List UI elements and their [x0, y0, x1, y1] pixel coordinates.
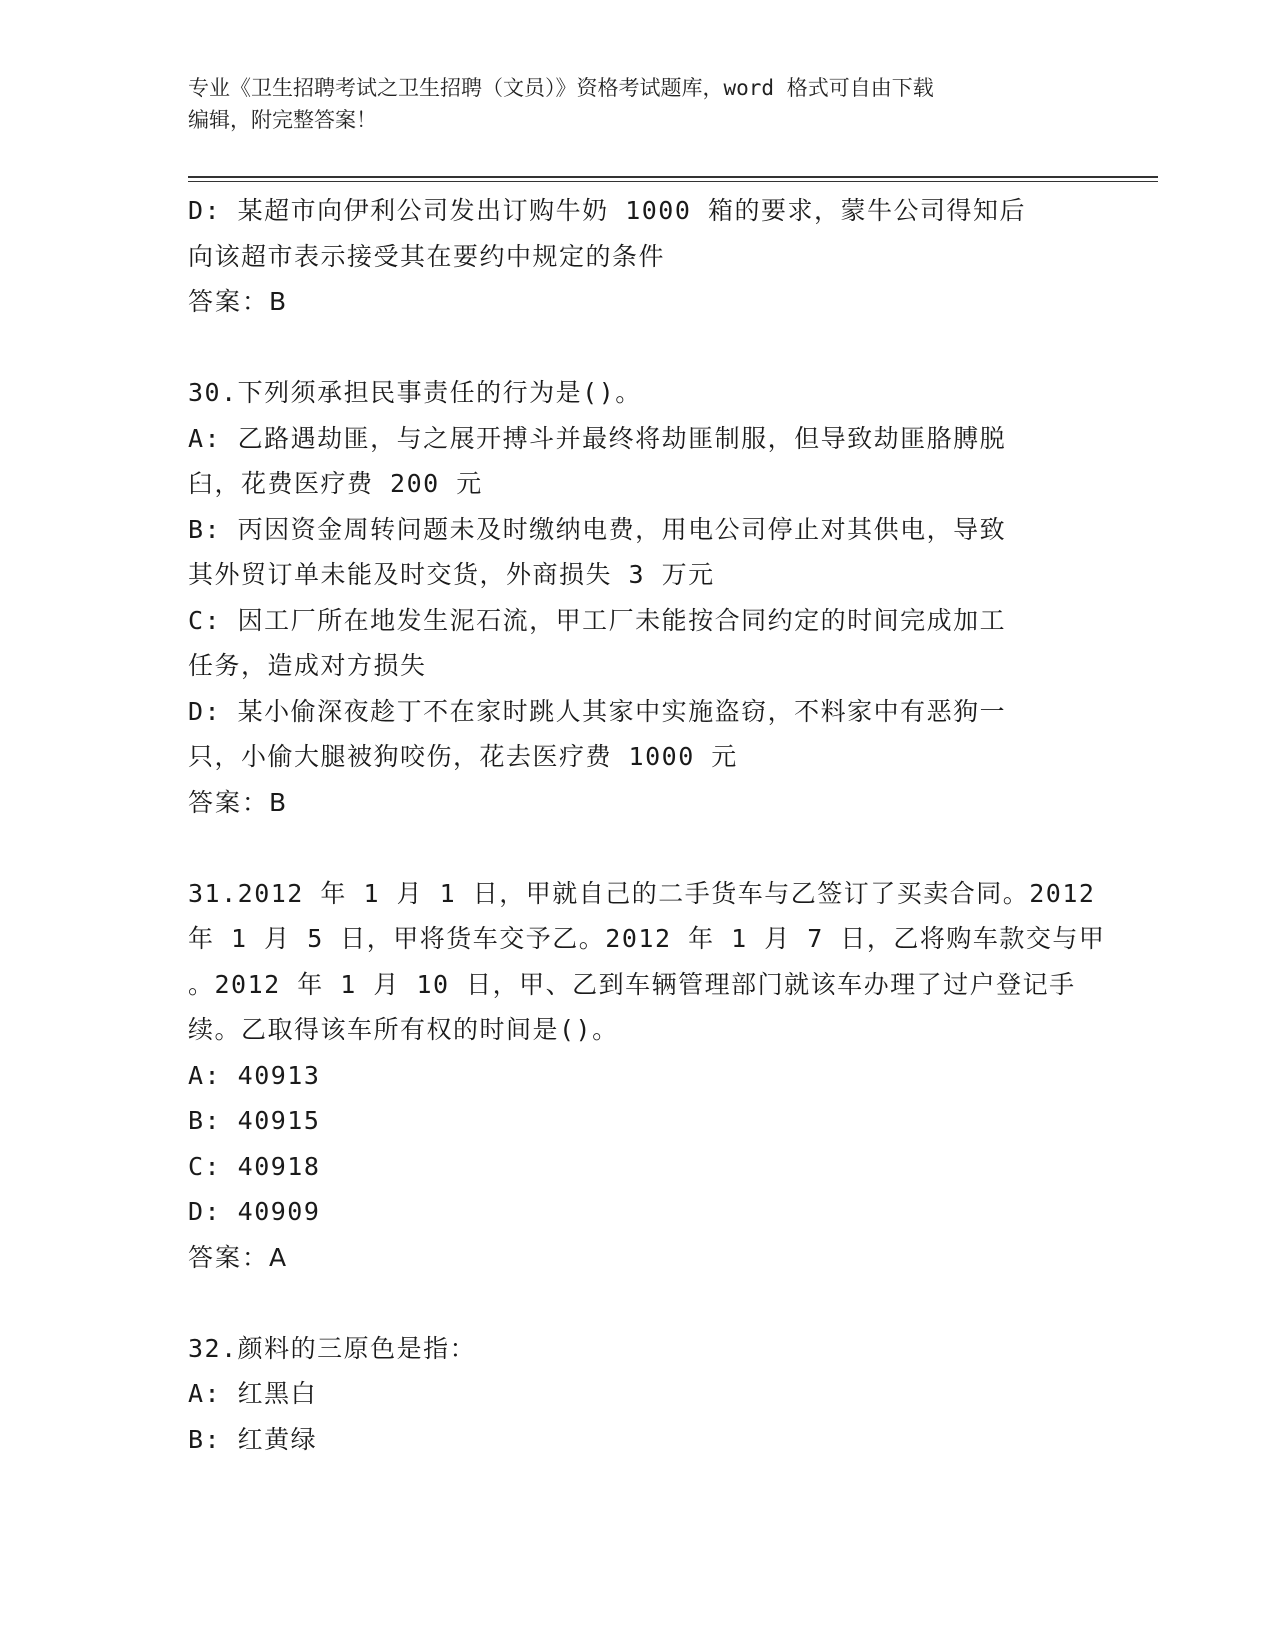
document-body: [188, 188, 1106, 1462]
header-line-1: 专业《卫生招聘考试之卫生招聘（文员）》资格考试题库，word 格式可自由下载: [188, 76, 934, 100]
question-31: [188, 871, 1106, 1281]
q30-option-c-line-2: 任务，造成对方损失: [188, 651, 427, 680]
q31-stem-line-3: 。2012 年 1 月 10 日，甲、乙到车辆管理部门就该车办理了过户登记手: [188, 969, 1076, 999]
q30-stem: 30.下列须承担民事责任的行为是()。: [188, 378, 642, 407]
q31-stem-line-4: 续。乙取得该车所有权的时间是()。: [188, 1015, 619, 1044]
q30-option-c-line-1: C: 因工厂所在地发生泥石流，甲工厂未能按合同约定的时间完成加工: [188, 605, 1007, 635]
header-rule-thin: [188, 181, 1158, 182]
q31-option-c: C: 40918: [188, 1151, 321, 1181]
q31-stem-line-2: 年 1 月 5 日，甲将货车交予乙。2012 年 1 月 7 日，乙将购车款交与甲: [188, 924, 1106, 953]
q30-option-d-line-2: 只，小偷大腿被狗咬伤，花去医疗费 1000 元: [188, 742, 738, 771]
document-header: [188, 72, 1068, 136]
q29-option-d-line-2: 向该超市表示接受其在要约中规定的条件: [188, 241, 666, 271]
q32-stem: 32.颜料的三原色是指：: [188, 1333, 477, 1363]
q30-answer: 答案：B: [188, 787, 289, 817]
question-32: [188, 1326, 1088, 1463]
q30-option-a-line-2: 臼，花费医疗费 200 元: [188, 469, 483, 498]
q31-stem-line-1: 31.2012 年 1 月 1 日，甲就自己的二手货车与乙签订了买卖合同。2012: [188, 878, 1096, 908]
question-29-tail: [188, 188, 1088, 325]
q32-option-b: B: 红黄绿: [188, 1424, 318, 1454]
q30-option-d-line-1: D: 某小偷深夜趁丁不在家时跳人其家中实施盗窃，不料家中有恶狗一: [188, 696, 1007, 726]
header-line-2: 编辑，附完整答案！: [188, 108, 377, 132]
header-rule-thick: [188, 176, 1158, 178]
question-30: [188, 370, 1088, 825]
q31-option-d: D: 40909: [188, 1197, 321, 1226]
q32-option-a: A: 红黑白: [188, 1379, 318, 1408]
spacer: [188, 825, 1088, 871]
q31-option-b: B: 40915: [188, 1106, 321, 1135]
q30-option-a-line-1: A: 乙路遇劫匪，与之展开搏斗并最终将劫匪制服，但导致劫匪胳膊脱: [188, 423, 1007, 453]
q29-answer: 答案：B: [188, 287, 289, 316]
q29-option-d-line-1: D: 某超市向伊利公司发出订购牛奶 1000 箱的要求，蒙牛公司得知后: [188, 196, 1026, 225]
q31-answer: 答案：A: [188, 1242, 289, 1272]
q31-option-a: A: 40913: [188, 1060, 321, 1090]
q30-option-b-line-1: B: 丙因资金周转问题未及时缴纳电费，用电公司停止对其供电，导致: [188, 514, 1007, 544]
spacer: [188, 1280, 1088, 1326]
spacer: [188, 325, 1088, 371]
q30-option-b-line-2: 其外贸订单未能及时交货，外商损失 3 万元: [188, 560, 715, 589]
